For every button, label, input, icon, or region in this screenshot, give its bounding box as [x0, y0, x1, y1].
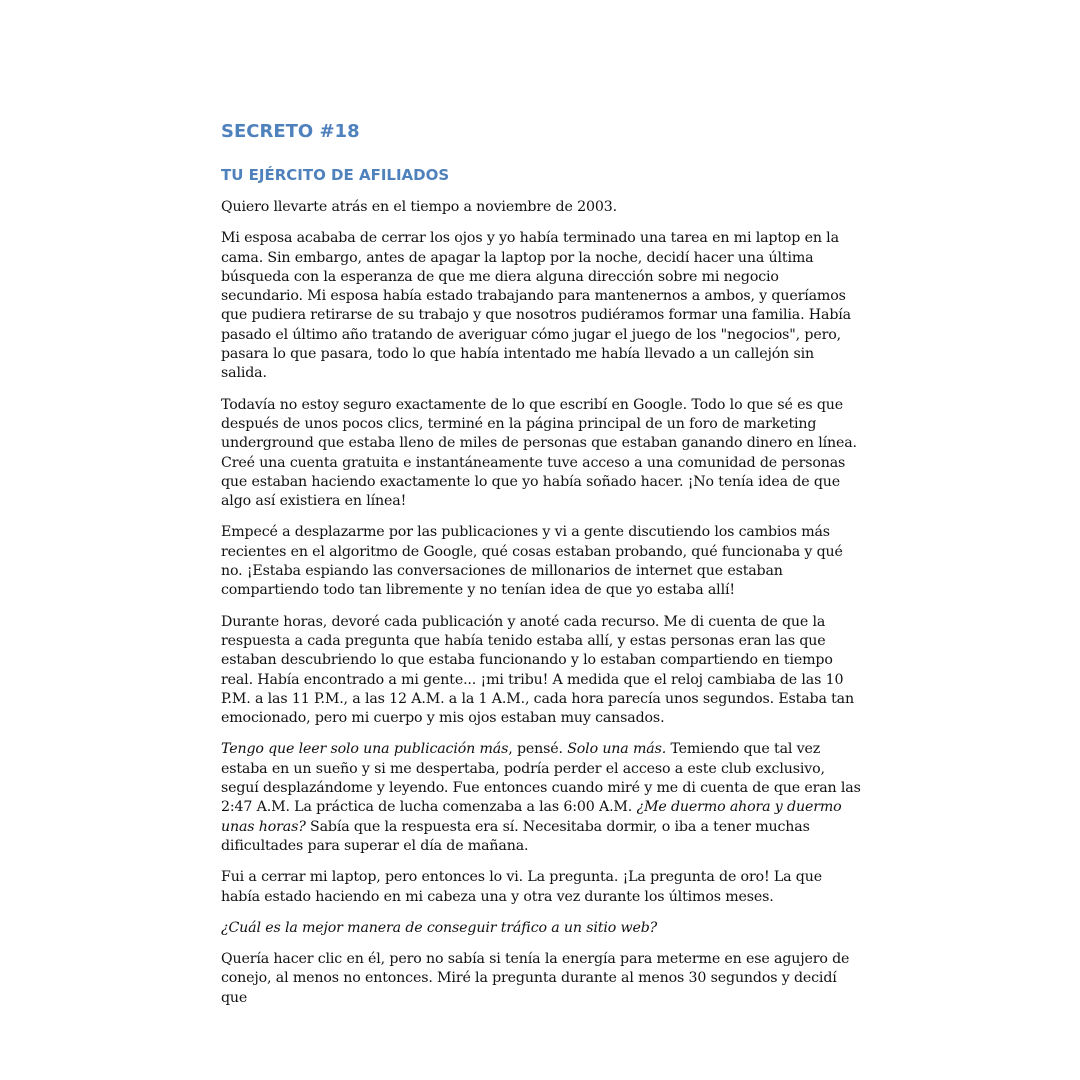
italic-question: ¿Cuál es la mejor manera de conseguir tráfico a un sitio web?	[221, 919, 658, 936]
paragraph-8-question	[221, 919, 863, 938]
paragraph-6	[221, 740, 863, 856]
text-run: Temiendo que tal vez estaba en un sueño y si me despertaba, podría perder el acceso a este club exclusivo, seguí desplazándome y leyendo. Fue entonces cuando miré y me di cuenta de que eran las 2:47 A.M. La práctica de lucha comenzaba a las 6:00 A.M.	[221, 741, 861, 816]
paragraph-7: Fui a cerrar mi laptop, pero entonces lo vi. La pregunta. ¡La pregunta de oro! La que había estado haciendo en mi cabeza una y otra vez durante los últimos meses.	[221, 869, 822, 905]
document-page	[221, 118, 863, 1020]
paragraph-3: Todavía no estoy seguro exactamente de lo que escribí en Google. Todo lo que sé es que después de unos pocos clics, terminé en la página principal de un foro de marketing underground que estaba lleno de miles de personas que estaban ganando dinero en línea. Creé una cuenta gratuita e instantáneamente tuve acceso a una comunidad de personas que estaban haciendo exactamente lo que yo había soñado hacer. ¡No tenía idea de que algo así existiera en línea!	[221, 396, 857, 510]
italic-thought-3: ¿Me duermo ahora y duermo unas horas?	[221, 799, 842, 835]
paragraph-1: Quiero llevarte atrás en el tiempo a noviembre de 2003.	[221, 199, 617, 215]
paragraph-2: Mi esposa acababa de cerrar los ojos y yo había terminado una tarea en mi laptop en la cama. Sin embargo, antes de apagar la laptop por la noche, decidí hacer una última búsqueda con la esperanza de que me diera alguna dirección sobre mi negocio secundario. Mi esposa había estado trabajando para mantenernos a ambos, y queríamos que pudiera retirarse de su trabajo y que nosotros pudiéramos formar una familia. Había pasado el último año tratando de averiguar cómo jugar el juego de los "negocios", pero, pasara lo que pasara, todo lo que había intentado me había llevado a un callejón sin salida.	[221, 230, 851, 382]
italic-thought-1: Tengo que leer solo una publicación más	[221, 741, 509, 758]
italic-thought-2: Solo una más.	[567, 741, 667, 758]
text-run: , pensé.	[508, 741, 568, 758]
chapter-subtitle: TU EJÉRCITO DE AFILIADOS	[221, 166, 450, 184]
text-run: Sabía que la respuesta era sí. Necesitaba dormir, o iba a tener muchas dificultades para superar el día de mañana.	[221, 818, 810, 854]
paragraph-4: Empecé a desplazarme por las publicaciones y vi a gente discutiendo los cambios más recientes en el algoritmo de Google, qué cosas estaban probando, qué funcionaba y qué no. ¡Estaba espiando las conversaciones de millonarios de internet que estaban compartiendo todo tan libremente y no tenían idea de que yo estaba allí!	[221, 524, 843, 599]
paragraph-9: Quería hacer clic en él, pero no sabía si tenía la energía para meterme en ese agujero de conejo, al menos no entonces. Miré la pregunta durante al menos 30 segundos y decidí que	[221, 951, 850, 1006]
chapter-title: SECRETO #18	[221, 121, 360, 142]
paragraph-5: Durante horas, devoré cada publicación y anoté cada recurso. Me di cuenta de que la respuesta a cada pregunta que había tenido estaba allí, y estas personas eran las que estaban descubriendo lo que estaba funcionando y lo estaban compartiendo en tiempo real. Había encontrado a mi gente... ¡mi tribu! A medida que el reloj cambiaba de las 10 P.M. a las 11 P.M., a las 12 A.M. a la 1 A.M., cada hora parecía unos segundos. Estaba tan emocionado, pero mi cuerpo y mis ojos estaban muy cansados.	[221, 613, 854, 727]
